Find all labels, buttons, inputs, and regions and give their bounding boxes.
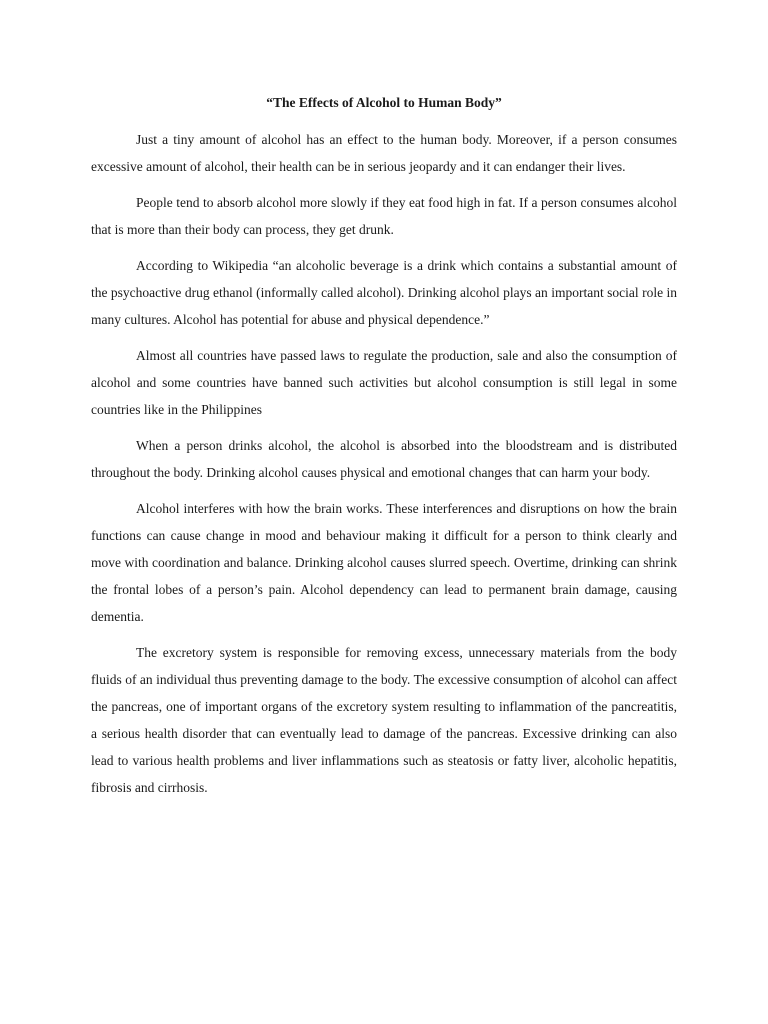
paragraph-2: People tend to absorb alcohol more slowly if they eat food high in fat. If a person consumes alcohol that is more than their body can process, they get drunk.	[91, 195, 677, 237]
paragraph-6: Alcohol interferes with how the brain works. These interferences and disruptions on how the brain functions can cause change in mood and behaviour making it difficult for a person to think clearly and move with coordination and balance. Drinking alcohol causes slurred speech. Overtime, drinking can shrink the frontal lobes of a person’s pain. Alcohol dependency can lead to permanent brain damage, causing dementia.	[91, 501, 677, 624]
paragraph-7: The excretory system is responsible for removing excess, unnecessary materials from the body fluids of an individual thus preventing damage to the body. The excessive consumption of alcohol can affect the pancreas, one of important organs of the excretory system resulting to inflammation of the pancreatitis, a serious health disorder that can eventually lead to damage of the pancreas. Excessive drinking can also lead to various health problems and liver inflammations such as steatosis or fatty liver, alcoholic hepatitis, fibrosis and cirrhosis.	[91, 645, 677, 795]
paragraph-3: According to Wikipedia “an alcoholic beverage is a drink which contains a substantial amount of the psychoactive drug ethanol (informally called alcohol). Drinking alcohol plays an important social role in many cultures. Alcohol has potential for abuse and physical dependence.”	[91, 258, 677, 327]
paragraph-1: Just a tiny amount of alcohol has an effect to the human body. Moreover, if a person consumes excessive amount of alcohol, their health can be in serious jeopardy and it can endanger their lives.	[91, 132, 677, 174]
document-title: “The Effects of Alcohol to Human Body”	[266, 95, 502, 110]
document-page	[91, 94, 677, 810]
paragraph-4: Almost all countries have passed laws to regulate the production, sale and also the consumption of alcohol and some countries have banned such activities but alcohol consumption is still legal in some countries like in the Philippines	[91, 348, 677, 417]
paragraph-5: When a person drinks alcohol, the alcohol is absorbed into the bloodstream and is distributed throughout the body. Drinking alcohol causes physical and emotional changes that can harm your body.	[91, 438, 677, 480]
